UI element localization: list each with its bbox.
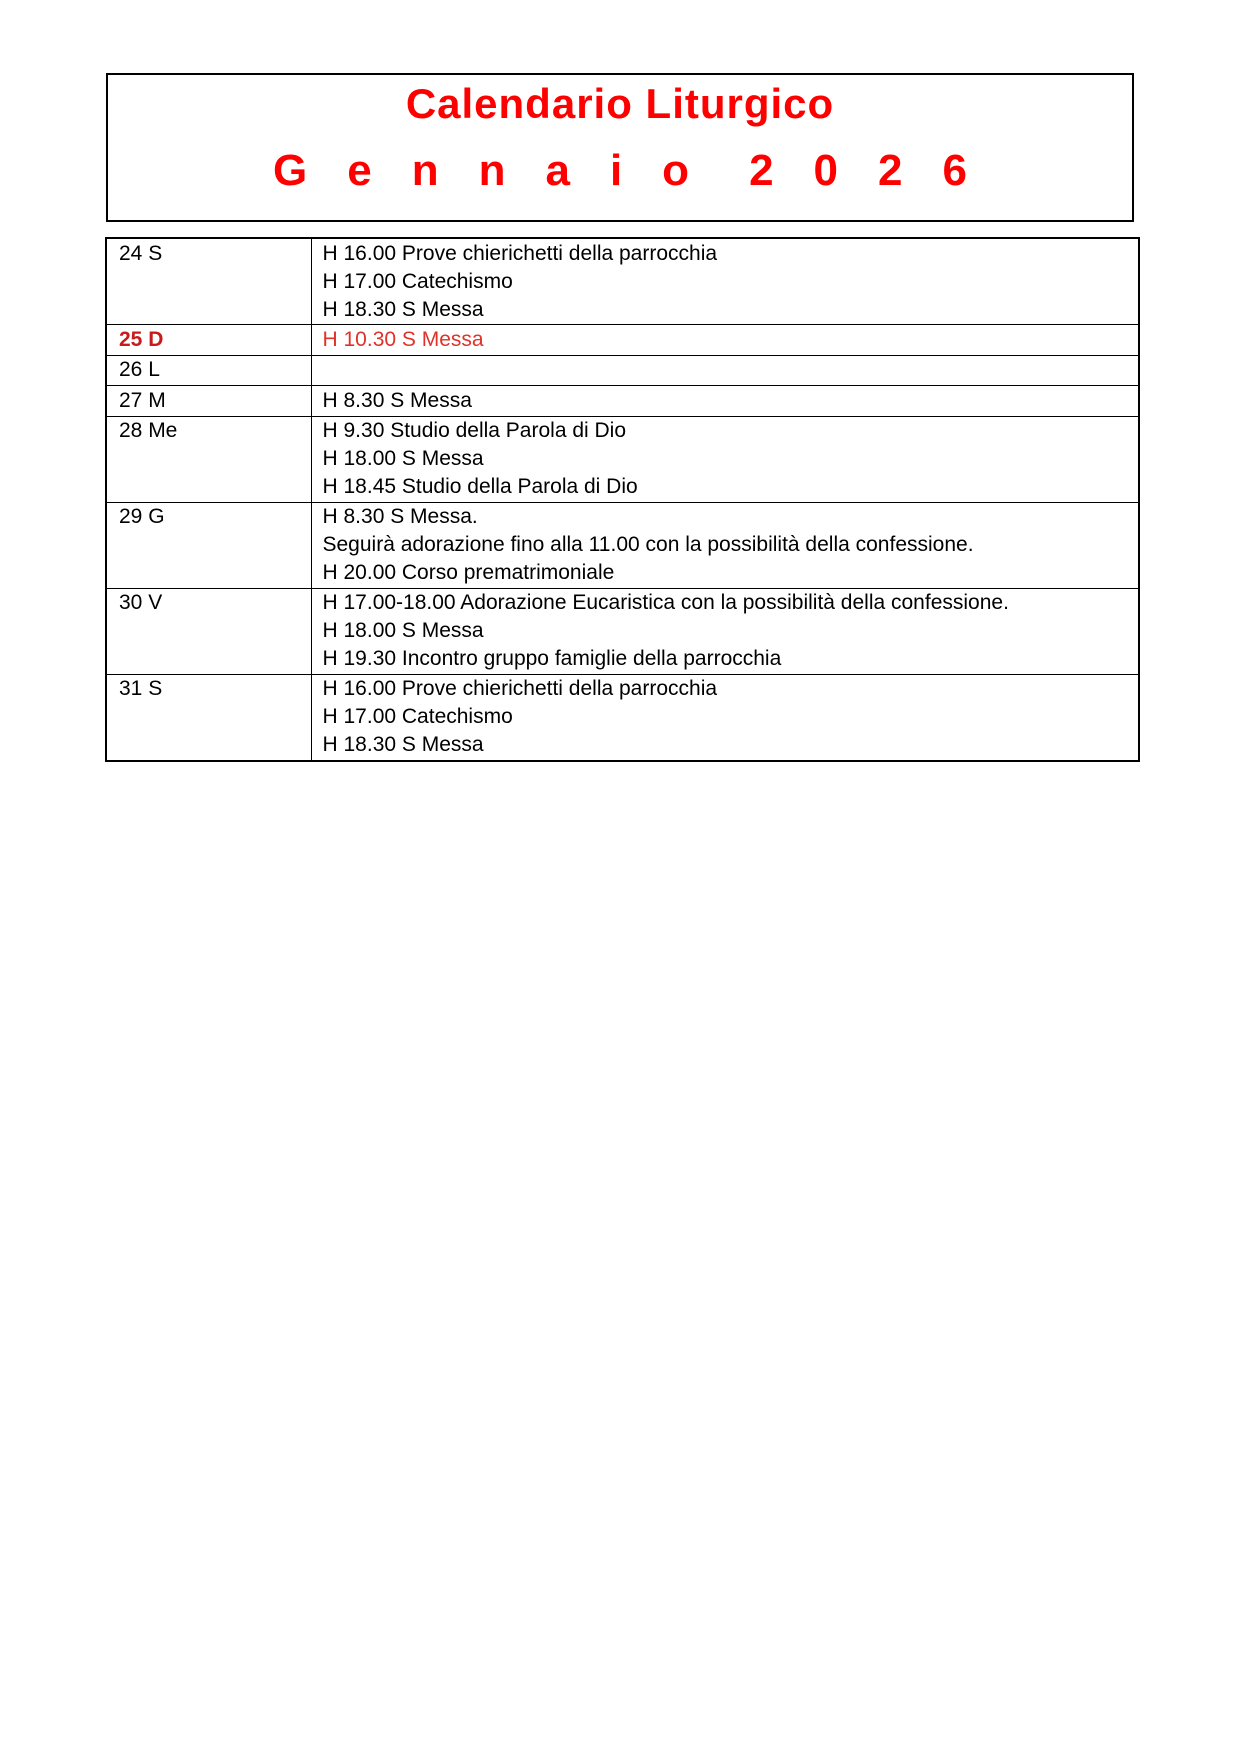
table-row	[106, 325, 1139, 356]
events-cell	[311, 502, 1139, 588]
table-row	[106, 588, 1139, 674]
events-cell	[311, 674, 1139, 761]
event-line: H 17.00 Catechismo	[322, 269, 513, 293]
table-row	[106, 386, 1139, 417]
calendar-table	[105, 237, 1140, 762]
events-cell	[311, 355, 1139, 386]
day-cell	[106, 588, 311, 674]
day-label: 31 S	[119, 677, 163, 700]
day-cell	[106, 238, 311, 325]
day-label: 24 S	[119, 241, 163, 265]
calendar-year: 2026	[749, 146, 1007, 195]
table-row	[106, 416, 1139, 502]
event-line: H 16.00 Prove chierichetti della parrocchia	[322, 677, 718, 700]
table-row	[106, 502, 1139, 588]
day-label: 28 Me	[119, 419, 178, 442]
calendar-header-box	[106, 73, 1134, 222]
day-label: 30 V	[119, 591, 163, 614]
day-label: 26 L	[119, 358, 160, 381]
event-line: H 20.00 Corso prematrimoniale	[322, 561, 615, 584]
event-line: H 8.30 S Messa.	[322, 505, 478, 528]
day-cell	[106, 325, 311, 356]
event-line: H 9.30 Studio della Parola di Dio	[322, 419, 627, 442]
table-row	[106, 674, 1139, 761]
event-line: H 8.30 S Messa	[322, 388, 472, 412]
day-cell	[106, 386, 311, 417]
day-cell	[106, 355, 311, 386]
event-line: H 18.30 S Messa	[322, 297, 484, 321]
calendar-title: Calendario Liturgico	[405, 80, 835, 127]
table-row	[106, 355, 1139, 386]
day-cell	[106, 416, 311, 502]
event-line: H 18.30 S Messa	[322, 733, 484, 756]
day-label: 27 M	[119, 388, 166, 412]
event-line: H 19.30 Incontro gruppo famiglie della parrocchia	[322, 647, 782, 670]
calendar-table-body	[106, 238, 1139, 761]
events-cell	[311, 325, 1139, 356]
event-line: H 10.30 S Messa	[322, 327, 484, 351]
day-label: 25 D	[119, 327, 164, 351]
events-cell	[311, 238, 1139, 325]
event-line: H 17.00 Catechismo	[322, 705, 513, 728]
calendar-month: Gennaio	[273, 146, 730, 195]
event-line: H 18.00 S Messa	[322, 447, 484, 470]
events-cell	[311, 416, 1139, 502]
day-label: 29 G	[119, 505, 165, 528]
events-cell	[311, 588, 1139, 674]
day-cell	[106, 502, 311, 588]
event-line: H 18.00 S Messa	[322, 619, 484, 642]
event-line: H 18.45 Studio della Parola di Dio	[322, 475, 638, 498]
day-cell	[106, 674, 311, 761]
events-cell	[311, 386, 1139, 417]
calendar-subtitle	[273, 146, 1007, 195]
event-line: Seguirà adorazione fino alla 11.00 con la possibilità della confessione.	[322, 533, 974, 556]
table-row	[106, 238, 1139, 325]
event-line: H 17.00-18.00 Adorazione Eucaristica con la possibilità della confessione.	[322, 591, 1009, 614]
event-line: H 16.00 Prove chierichetti della parrocchia	[322, 241, 718, 265]
